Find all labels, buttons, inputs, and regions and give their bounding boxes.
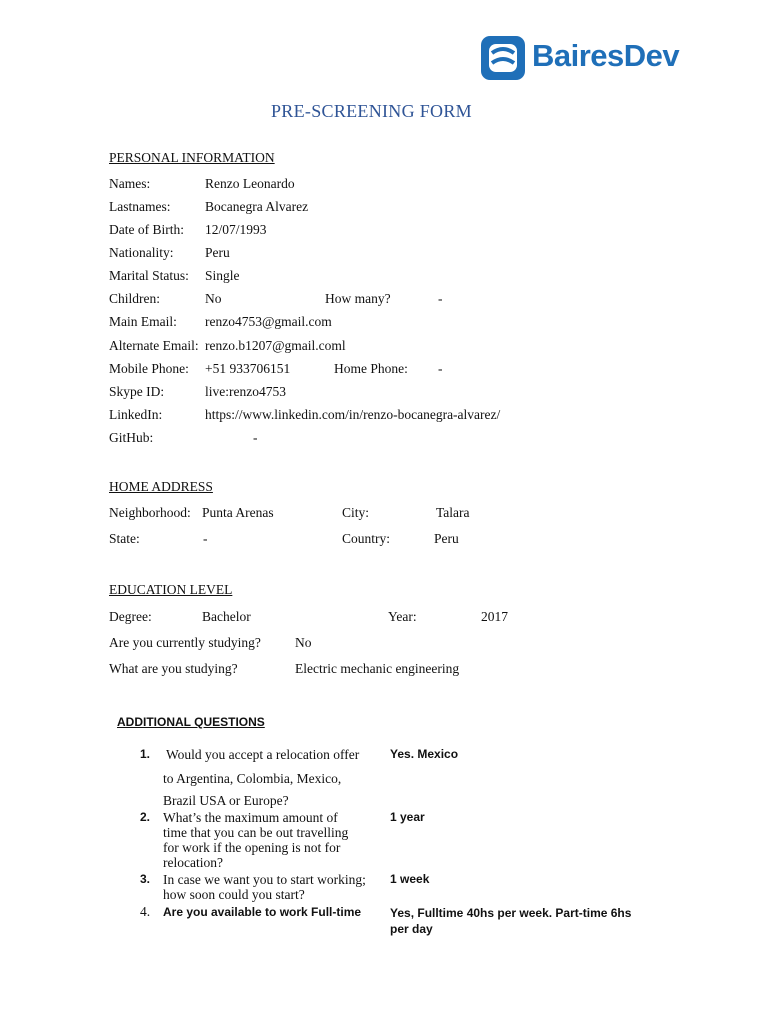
what-studying-label: What are you studying? [109, 661, 238, 676]
country-label: Country: [342, 531, 391, 546]
mobile-label: Mobile Phone: [109, 361, 189, 376]
section-heading-address: HOME ADDRESS [109, 479, 213, 494]
bairesdev-logo-icon [480, 35, 526, 81]
skype-value: live:renzo4753 [205, 384, 286, 399]
page-title: PRE-SCREENING FORM [271, 101, 472, 121]
howmany-value: - [438, 291, 443, 306]
what-studying-value: Electric mechanic engineering [295, 661, 460, 676]
q3-text: In case we want you to start working; how soon could you start? [163, 872, 366, 902]
mobile-value: +51 933706151 [205, 361, 291, 376]
marital-value: Single [205, 268, 240, 283]
alt-email-value: renzo.b1207@gmail.coml [205, 338, 346, 353]
dob-value: 12/07/1993 [205, 222, 267, 237]
q1-text-line2: to Argentina, Colombia, Mexico, [163, 771, 342, 786]
q2-text: What’s the maximum amount of time that you can be out travelling for work if the opening is not for relocation? [163, 810, 349, 870]
skype-label: Skype ID: [109, 384, 165, 399]
children-value: No [205, 291, 222, 306]
linkedin-label: LinkedIn: [109, 407, 163, 422]
howmany-label: How many? [325, 291, 391, 306]
section-heading-education: EDUCATION LEVEL [109, 582, 233, 597]
degree-label: Degree: [109, 609, 152, 624]
main-email-value: renzo4753@gmail.com [205, 314, 332, 329]
github-value: - [253, 430, 258, 445]
section-heading-personal: PERSONAL INFORMATION [109, 150, 275, 165]
state-value: - [203, 531, 208, 546]
city-value: Talara [436, 505, 470, 520]
q1-text-line1: Would you accept a relocation offer [166, 747, 360, 762]
section-heading-questions: ADDITIONAL QUESTIONS [117, 715, 265, 729]
lastnames-label: Lastnames: [109, 199, 171, 214]
main-email-label: Main Email: [109, 314, 177, 329]
alt-email-label: Alternate Email: [109, 338, 199, 353]
q3-answer: 1 week [390, 872, 430, 886]
neighborhood-label: Neighborhood: [109, 505, 191, 520]
state-label: State: [109, 531, 140, 546]
neighborhood-value: Punta Arenas [202, 505, 274, 520]
brand-logo [480, 34, 700, 82]
country-value: Peru [434, 531, 459, 546]
nationality-value: Peru [205, 245, 230, 260]
children-label: Children: [109, 291, 160, 306]
q4-number: 4. [140, 904, 151, 919]
q2-answer: 1 year [390, 810, 425, 824]
q1-answer: Yes. Mexico [390, 747, 459, 761]
degree-value: Bachelor [202, 609, 251, 624]
home-phone-label: Home Phone: [334, 361, 408, 376]
studying-label: Are you currently studying? [109, 635, 261, 650]
brand-name: BairesDev [532, 38, 680, 73]
github-label: GitHub: [109, 430, 154, 445]
marital-label: Marital Status: [109, 268, 189, 283]
names-label: Names: [109, 176, 151, 191]
year-label: Year: [388, 609, 417, 624]
lastnames-value: Bocanegra Alvarez [205, 199, 309, 214]
studying-value: No [295, 635, 312, 650]
nationality-label: Nationality: [109, 245, 174, 260]
linkedin-value[interactable]: https://www.linkedin.com/in/renzo-bocanegra-alvarez/ [205, 407, 501, 422]
q2-number: 2. [140, 810, 151, 824]
q1-number: 1. [140, 747, 151, 761]
dob-label: Date of Birth: [109, 222, 184, 237]
year-value: 2017 [481, 609, 508, 624]
q1-text-line3: Brazil USA or Europe? [163, 793, 289, 808]
city-label: City: [342, 505, 370, 520]
q4-answer: Yes, Fulltime 40hs per week. Part-time 6hs per day [390, 906, 632, 936]
q4-text: Are you available to work Full-time [163, 905, 362, 919]
home-phone-value: - [438, 361, 443, 376]
names-value: Renzo Leonardo [205, 176, 295, 191]
q3-number: 3. [140, 872, 151, 886]
